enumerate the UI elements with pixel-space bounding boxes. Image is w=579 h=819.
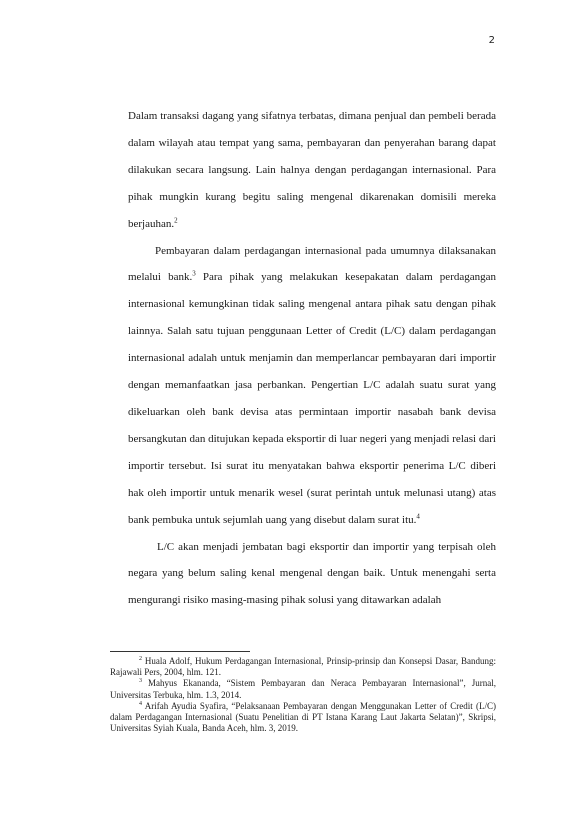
footnote-2 (110, 656, 496, 678)
paragraph-1 (128, 103, 496, 238)
paragraph-text: L/C akan menjadi jembatan bagi eksportir dan importir yang terpisah oleh negara yang belum saling kenal mengenal dengan baik. Untuk menengahi serta mengurangi risiko masing-masing pihak solusi yang ditawarkan adalah (128, 540, 496, 607)
paragraph-2 (128, 238, 496, 534)
page-number: 2 (488, 35, 495, 46)
body-text (128, 103, 496, 614)
footnote-separator (110, 651, 250, 652)
footnote-mark: 2 (139, 656, 142, 662)
paragraph-text: Dalam transaksi dagang yang sifatnya terbatas, dimana penjual dan pembeli berada dalam wilayah atau tempat yang sama, pembayaran dan penyerahan barang dapat dilakukan secara langsung. Lain halnya dengan perdagangan internasional. Para pihak mungkin kurang begitu saling mengenal dikarenakan domisili mereka berjauhan. (128, 110, 496, 230)
footnote-text: Arifah Ayudia Syafira, “Pelaksanaan Pembayaran dengan Menggunakan Letter of Credit (L/C) dalam Perdagangan Internasional (Suatu Penelitian di PT Istana Karang Laut Jakarta Selatan)”, Skripsi, Universitas Syiah Kuala, Banda Aceh, hlm. 3, 2019. (110, 700, 496, 734)
footnotes (110, 656, 496, 734)
footnote-ref-3[interactable]: 3 (192, 269, 196, 278)
footnote-ref-2[interactable]: 2 (174, 215, 178, 224)
footnote-mark: 4 (139, 700, 142, 707)
footnote-3 (110, 678, 496, 700)
footnote-text: Huala Adolf, Hukum Perdagangan Internasional, Prinsip-prinsip dan Konsepsi Dasar, Bandung: Rajawali Pers, 2004, hlm. 121. (110, 656, 496, 678)
footnote-mark: 3 (139, 678, 142, 685)
footnote-text: Mahyus Ekananda, “Sistem Pembayaran dan Neraca Pembayaran Internasional”, Jurnal, Universitas Terbuka, hlm. 1.3, 2014. (110, 678, 496, 700)
footnote-ref-4[interactable]: 4 (416, 511, 420, 520)
paragraph-3 (128, 534, 496, 615)
paragraph-text: Pembayaran dalam perdagangan internasional pada umumnya dilaksanakan melalui bank. (128, 244, 496, 284)
paragraph-text: Para pihak yang melakukan kesepakatan dalam perdagangan internasional kemungkinan tidak saling mengenal antara pihak satu dengan pihak lainnya. Salah satu tujuan penggunaan Letter of Credit (L/C) dalam perdagangan internasional adalah untuk menjamin dan memperlancar pembayaran dari importir dengan memanfaatkan jasa perbankan. Pengertian L/C adalah suatu surat yang dikeluarkan oleh bank devisa atas permintaan importir nasabah bank devisa bersangkutan dan ditujukan kepada eksportir di luar negeri yang menjadi relasi dari importir tersebut. Isi surat itu menyatakan bahwa eksportir penerima L/C diberi hak oleh importir untuk menarik wesel (surat perintah untuk melunasi utang) atas bank pembuka untuk sejumlah uang yang disebut dalam surat itu. (128, 271, 496, 526)
footnote-4 (110, 701, 496, 735)
